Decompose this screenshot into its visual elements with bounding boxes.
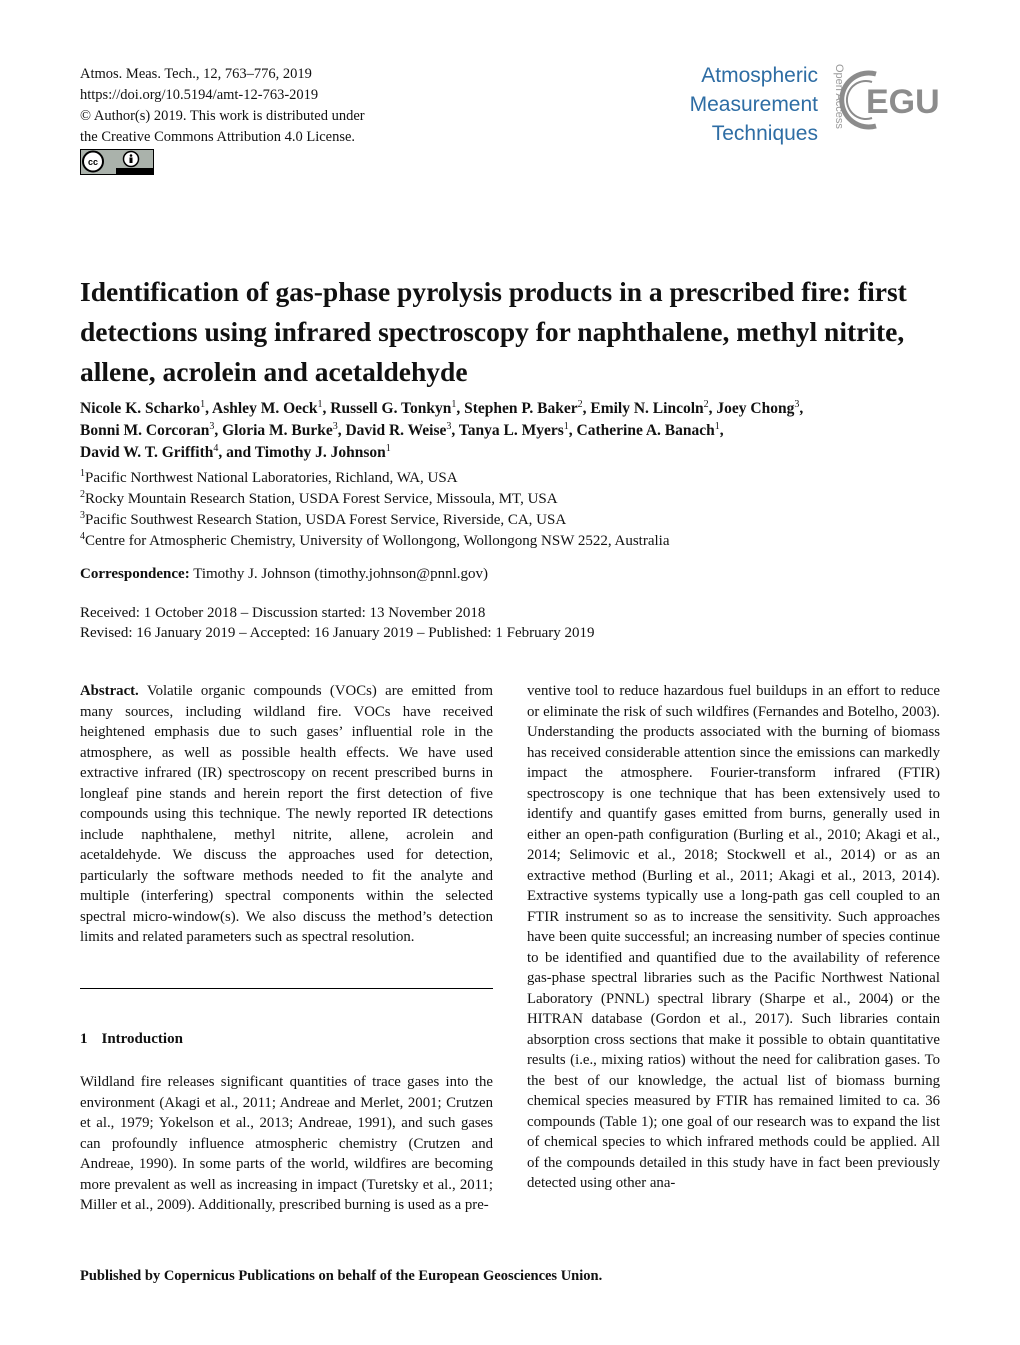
egu-logo-icon — [846, 66, 942, 134]
abstract-divider — [80, 988, 493, 989]
article-metadata — [80, 64, 365, 148]
abstract-text: Volatile organic compounds (VOCs) are emitted from many sources, including wildland fire. VOCs have received heightened emphasis due to such gases’ influential role in the atmosphere, as well as possible health effects. We have used extractive infrared (IR) spectroscopy on recent prescribed burns in longleaf pine stands and herein report the first detection of five compounds using this technique. The newly reported IR detections include naphthalene, methyl nitrite, allene, acrolein and acetaldehyde. We discuss the approaches used for detection, particularly the software methods needed to fit the analyte and multiple (interfering) spectral components within the selected spectral micro-window(s). We also discuss the method’s detection limits and related parameters such as spectral resolution. — [80, 683, 493, 945]
abstract-label: Abstract. — [80, 683, 139, 699]
journal-name-line1: Atmospheric — [701, 64, 818, 87]
publication-dates — [80, 603, 595, 643]
doi-link[interactable]: https://doi.org/10.5194/amt-12-763-2019 — [80, 87, 319, 103]
svg-text:cc: cc — [87, 157, 99, 167]
author: Bonni M. Corcoran$^3$, — [80, 421, 223, 439]
paper-title: Identification of gas-phase pyrolysis products in a prescribed fire: first detections using infrared spectroscopy for naphthalene, methyl nitrite, allene, acrolein and acetaldehyde — [80, 276, 907, 387]
section-heading — [80, 1031, 197, 1048]
correspondence-text[interactable]: Timothy J. Johnson (timothy.johnson@pnnl.gov) — [193, 566, 489, 582]
affiliation: $^2$Rocky Mountain Research Station, USDA Forest Service, Missoula, MT, USA — [80, 489, 558, 507]
author: Russell G. Tonkyn$^1$, — [330, 399, 465, 417]
author: and Timothy J. Johnson$^1$ — [226, 443, 391, 461]
author: Gloria M. Burke$^3$, — [222, 421, 346, 439]
author: Catherine A. Banach$^1$, — [576, 421, 724, 439]
section-number: 1 — [80, 1031, 88, 1047]
journal-name-line2: Measurement — [689, 93, 818, 116]
publisher-footer: Published by Copernicus Publications on behalf of the European Geosciences Union. — [80, 1268, 603, 1284]
affiliation: $^1$Pacific Northwest National Laboratories, Richland, WA, USA — [80, 468, 458, 486]
dates-line-2: Revised: 16 January 2019 – Accepted: 16 January 2019 – Published: 1 February 2019 — [80, 625, 595, 641]
author: Joey Chong$^3$, — [716, 399, 804, 417]
author: Nicole K. Scharko$^1$, — [80, 399, 213, 417]
journal-name — [690, 61, 818, 148]
intro-paragraph-left: Wildland fire releases significant quantities of trace gases into the environment (Akagi et al., 2011; Andreae and Merlet, 2001; Crutzen et al., 1979; Yokelson et al., 2013; Andreae, 1991), and such gases can profoundly influence atmospheric chemistry (Crutzen and Andreae, 1990). In some parts of the world, wildfires are becoming more prevalent as well as increasing in impact (Turetsky et al., 2011; Miller et al., 2009). Additionally, prescribed burning is used as a pre- — [80, 1074, 493, 1213]
author: Tanya L. Myers$^1$, — [458, 421, 577, 439]
affiliation: $^4$Centre for Atmospheric Chemistry, University of Wollongong, Wollongong NSW 2522, Australia — [80, 531, 670, 549]
author: David R. Weise$^3$, — [345, 421, 459, 439]
open-access-label — [822, 62, 845, 146]
cc-by-license-icon[interactable] — [80, 149, 154, 175]
egu-logo-text: EGU — [866, 83, 940, 121]
author-list — [80, 398, 950, 464]
dates-line-1: Received: 1 October 2018 – Discussion started: 13 November 2018 — [80, 605, 486, 621]
license-notice: the Creative Commons Attribution 4.0 License. — [80, 129, 356, 145]
section-title: Introduction — [101, 1031, 183, 1047]
author: Emily N. Lincoln$^2$, — [590, 399, 717, 417]
affiliation: $^3$Pacific Southwest Research Station, USDA Forest Service, Riverside, CA, USA — [80, 510, 567, 528]
abstract — [80, 681, 493, 948]
author: Stephen P. Baker$^2$, — [464, 399, 591, 417]
copyright-notice: © Author(s) 2019. This work is distributed under — [80, 108, 365, 124]
correspondence — [80, 566, 488, 583]
journal-name-line3: Techniques — [711, 122, 818, 145]
author: David W. T. Griffith$^4$, — [80, 443, 227, 461]
intro-paragraph-right: ventive tool to reduce hazardous fuel buildups in an effort to reduce or eliminate the risk of such wildfires (Fernandes and Botelho, 2003). Understanding the products associated with the burning of biomass has received considerable attention since the emissions can markedly impact the atmosphere. Fourier-transform infrared (FTIR) spectroscopy is one technique that has been extensively used to identify and quantify gases emitted from burns, generally used in either an open-path configuration (Burling et al., 2010; Akagi et al., 2014; Selimovic et al., 2018; Stockwell et al., 2014) or as an extractive method (Burling et al., 2011; Akagi et al., 2013, 2014). Extractive systems typically use a long-path gas cell coupled to an FTIR instrument so as to increase the sensitivity. Such approaches have been quite successful; an increasing number of species continue to be identified and quantified due to the availability of reference gas-phase spectral libraries such as the Pacific Northwest National Laboratory (PNNL) spectral library (Sharpe et al., 2004) or the HITRAN database (Gordon et al., 2017). Such libraries contain absorption cross sections that make it possible to obtain quantitative results (i.e., mixing ratios) without the need for calibration gases. To the best of our knowledge, the actual list of biomass burning chemical species measured by FTIR has remained limited to ca. 36 compounds (Table 1); one goal of our research was to expand the list of chemical species to which infrared methods could be applied. All of the compounds detailed in this study have in fact been previously detected using other ana- — [527, 683, 940, 1191]
author: Ashley M. Oeck$^1$, — [212, 399, 331, 417]
affiliation-list — [80, 468, 950, 552]
correspondence-label: Correspondence: — [80, 566, 190, 582]
open-access-text: Open Access — [833, 64, 845, 129]
citation: Atmos. Meas. Tech., 12, 763–776, 2019 — [80, 66, 312, 82]
